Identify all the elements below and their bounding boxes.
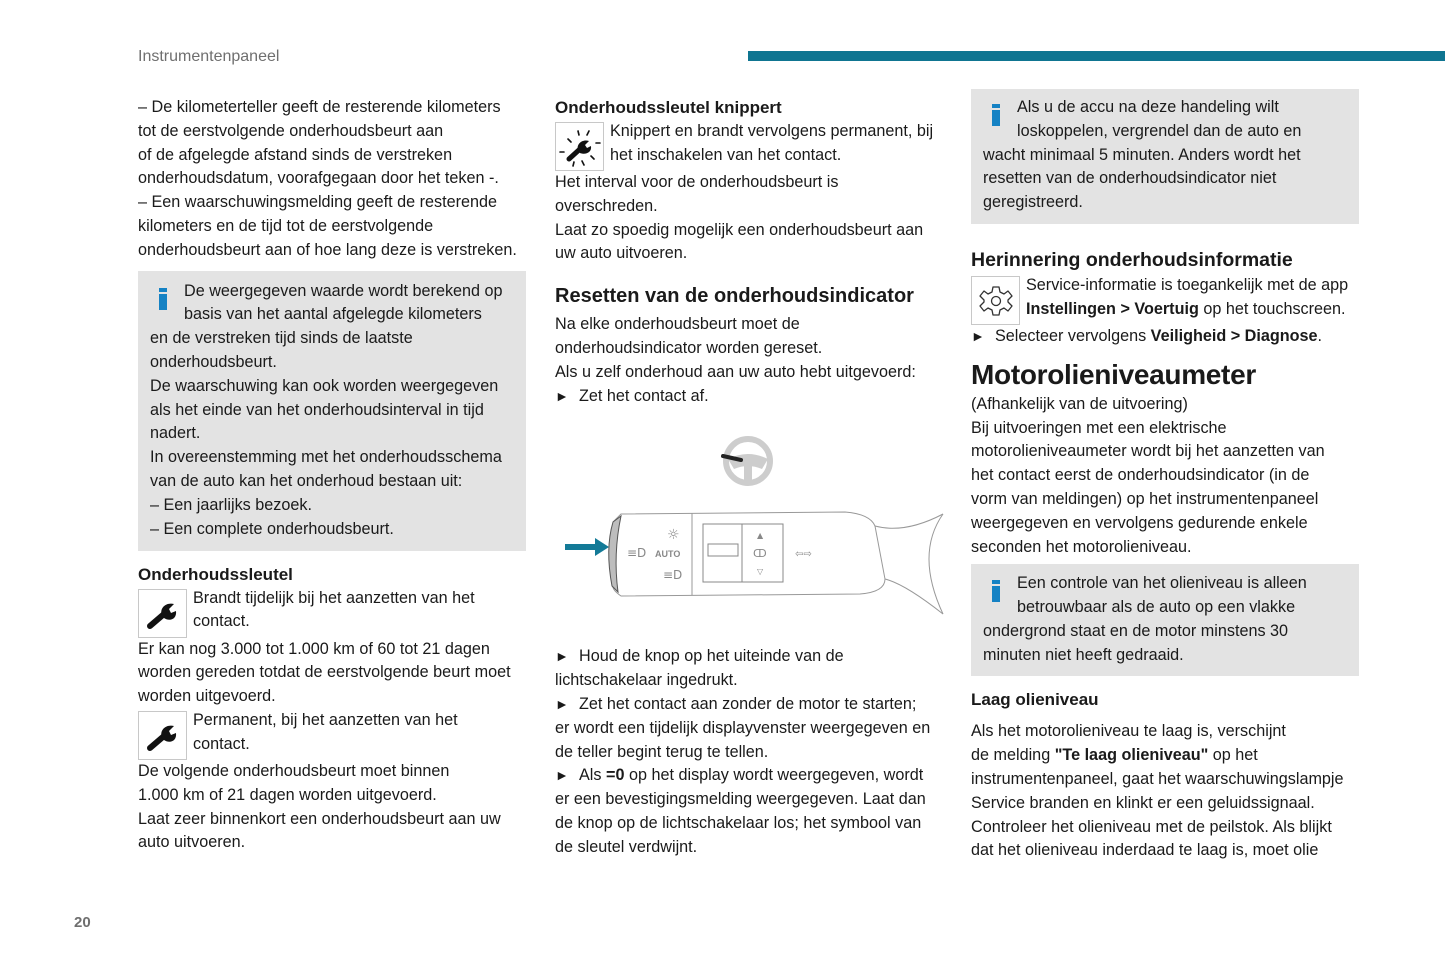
text-line: Controleer het olieniveau met de peilstok. Als blijkt: [971, 817, 1332, 836]
text-line: worden gereden totdat de eerstvolgende beurt moet: [138, 663, 511, 682]
svg-text:▽: ▽: [757, 567, 764, 577]
text-line: tot de eerstvolgende onderhoudsbeurt aan: [138, 121, 444, 140]
text-line: Als u de accu na deze handeling wilt: [1017, 98, 1279, 116]
text-line: onderhoudsdatum, voorafgegaan door het teken -.: [138, 169, 499, 188]
text-line: De volgende onderhoudsbeurt moet binnen: [138, 761, 450, 780]
text-line: de teller begint terug te tellen.: [555, 742, 769, 761]
step-3: ► Zet het contact aan zonder de motor te starten;: [555, 693, 945, 717]
arrow-icon: [565, 538, 609, 556]
info-icon: [159, 288, 167, 310]
text-line: onderhoudsbeurt aan of hoe lang deze is verstreken.: [138, 240, 517, 259]
text-line: Als het motorolieniveau te laag is, verschijnt: [971, 722, 1286, 741]
arrow-icon: ►: [555, 648, 569, 665]
text-line: als het einde van het onderhoudsinterval in tijd: [150, 400, 484, 419]
text-line: contact.: [193, 734, 250, 753]
text-line: De weergegeven waarde wordt berekend op: [184, 281, 503, 300]
text-line: onderhoudsbeurt.: [150, 352, 277, 371]
text-line: (Afhankelijk van de uitvoering): [971, 394, 1188, 413]
info-box: [971, 564, 1359, 676]
arrow-icon: ►: [555, 767, 569, 784]
text-line: Als u zelf onderhoud aan uw auto hebt uitgevoerd:: [555, 362, 916, 381]
column-1: [138, 96, 528, 855]
text-line: Bij uitvoeringen met een elektrische: [971, 418, 1227, 437]
header-accent-bar: [748, 51, 1445, 61]
text-line: Service branden en klinkt er een geluidssignaal.: [971, 793, 1315, 812]
text-line: Er kan nog 3.000 tot 1.000 km of 60 tot 21 dagen: [138, 639, 490, 658]
text-line: dat het olieniveau inderdaad te laag is, moet olie: [971, 841, 1319, 860]
info-icon: [992, 580, 1000, 602]
section-title-resetten: Resetten van de onderhoudsindicator: [555, 285, 914, 308]
main-title-motorolieniveaumeter: Motorolieniveaumeter: [971, 358, 1256, 390]
text-line: loskoppelen, vergrendel dan de auto en: [1017, 121, 1302, 140]
text-line: Instellingen > Voertuig op het touchscreen.: [1026, 299, 1346, 318]
text-line: Een controle van het olieniveau is alleen: [1017, 574, 1307, 593]
text-line: In overeenstemming met het onderhoudsschema: [150, 448, 502, 467]
text-line: worden uitgevoerd.: [138, 687, 276, 706]
text-line: van de auto kan het onderhoud bestaan uit:: [150, 471, 463, 490]
text-line: overschreden.: [555, 196, 658, 215]
wrench-icon: [138, 589, 187, 638]
arrow-icon: ►: [555, 387, 569, 404]
text-line: lichtschakelaar ingedrukt.: [555, 671, 738, 690]
section-title-knippert: Onderhoudssleutel knippert: [555, 98, 782, 117]
text-line: Het interval voor de onderhoudsbeurt is: [555, 173, 839, 191]
text-line: – De kilometerteller geeft de resterende kilometers: [138, 98, 501, 116]
text-line: resetten van de onderhoudsindicator niet: [983, 169, 1277, 188]
text-line: weergegeven en vervolgens gedurende enkele: [971, 513, 1308, 532]
text-line: instrumentenpaneel, gaat het waarschuwingslampje: [971, 769, 1344, 788]
step-4: ► Als =0 op het display wordt weergegeven, wordt: [555, 764, 945, 788]
text-line: 1.000 km of 21 dagen worden uitgevoerd.: [138, 785, 437, 804]
text-line: betrouwbaar als de auto op een vlakke: [1017, 598, 1296, 617]
text-line: De waarschuwing kan ook worden weergegeven: [150, 376, 499, 395]
icon-item: [971, 274, 1361, 325]
text-line: en de verstreken tijd sinds de laatste: [150, 329, 413, 348]
page-number: 20: [74, 914, 91, 931]
text-line: er een bevestigingsmelding weergegeven. Laat dan: [555, 790, 926, 809]
text-line: – Een waarschuwingsmelding geeft de resterende: [138, 193, 498, 212]
column-3: [971, 89, 1361, 863]
text-line: motorolieniveaumeter wordt bij het aanzetten van: [971, 442, 1325, 461]
icon-item: [138, 587, 528, 638]
text-line: of de afgelegde afstand sinds de verstreken: [138, 145, 453, 164]
icon-item: [138, 709, 528, 760]
section-title-laag-olieniveau: Laag olieniveau: [971, 690, 1099, 710]
text-line: basis van het aantal afgelegde kilometers: [184, 305, 482, 324]
section-title-onderhoudssleutel: Onderhoudssleutel: [138, 564, 293, 584]
text-line: contact.: [193, 612, 250, 631]
text-line: de knop op de lichtschakelaar los; het symbool van: [555, 813, 922, 832]
text-line: Laat zeer binnenkort een onderhoudsbeurt aan uw: [138, 809, 501, 828]
text-line: er wordt een tijdelijk displayvenster weergegeven en: [555, 718, 931, 737]
text-line: Brandt tijdelijk bij het aanzetten van het: [193, 588, 475, 607]
intro-paragraph: [138, 96, 528, 263]
text-line: Service-informatie is toegankelijk met de app: [1026, 276, 1349, 294]
step-1: ► Zet het contact af.: [555, 385, 945, 409]
text-line: de sleutel verdwijnt.: [555, 837, 698, 856]
text-line: het inschakelen van het contact.: [610, 145, 842, 164]
flashing-wrench-icon: [555, 122, 604, 171]
wrench-icon: [138, 711, 187, 760]
svg-text:☼: ☼: [667, 527, 680, 544]
text-line: minuten niet heeft gedraaid.: [983, 645, 1184, 664]
text-line: auto uitvoeren.: [138, 833, 246, 852]
text-line: Permanent, bij het aanzetten van het: [193, 710, 458, 729]
svg-text:▲: ▲: [757, 531, 764, 541]
column-2: [555, 96, 945, 860]
running-header: Instrumentenpaneel: [138, 48, 280, 65]
text-line: wacht minimaal 5 minuten. Anders wordt het: [983, 145, 1301, 164]
lighting-stalk-illustration: [555, 414, 945, 639]
text-line: geregistreerd.: [983, 193, 1083, 212]
text-line: – Een complete onderhoudsbeurt.: [150, 519, 394, 538]
info-box: [138, 271, 526, 551]
info-box: [971, 89, 1359, 224]
text-line: – Een jaarlijks bezoek.: [150, 495, 312, 514]
svg-text:≡D: ≡D: [663, 568, 683, 583]
arrow-icon: ►: [555, 695, 569, 712]
svg-text:≡D: ≡D: [627, 546, 647, 561]
icon-item: [555, 120, 945, 171]
gear-icon: [971, 276, 1020, 325]
arrow-icon: ►: [971, 328, 985, 344]
text-line: ondergrond staat en de motor minstens 30: [983, 621, 1289, 640]
text-line: het contact eerst de onderhoudsindicator (in de: [971, 466, 1310, 485]
section-title-herinnering: Herinnering onderhoudsinformatie: [971, 249, 1293, 271]
text-line: seconden het motorolieniveau.: [971, 537, 1192, 556]
step-2: ► Houd de knop op het uiteinde van de: [555, 645, 945, 669]
text-line: onderhoudsindicator worden gereset.: [555, 338, 823, 357]
text-line: nadert.: [150, 424, 201, 443]
text-line: uw auto uitvoeren.: [555, 244, 688, 263]
text-line: Na elke onderhoudsbeurt moet de: [555, 315, 800, 334]
text-line: vorm van meldingen) op het instrumentenpaneel: [971, 489, 1319, 508]
text-line: Laat zo spoedig mogelijk een onderhoudsbeurt aan: [555, 220, 924, 239]
step: ► Selecteer vervolgens Veiligheid > Diagnose.: [971, 325, 1361, 349]
info-icon: [992, 104, 1000, 126]
svg-text:AUTO: AUTO: [655, 549, 681, 560]
svg-text:⇦⇨: ⇦⇨: [795, 549, 812, 561]
text-line: de melding "Te laag olieniveau" op het: [971, 746, 1258, 765]
steering-wheel-icon: [726, 439, 770, 483]
text-line: Knippert en brandt vervolgens permanent, bij: [610, 122, 934, 140]
text-line: kilometers en de tijd tot de eerstvolgende: [138, 216, 434, 235]
svg-text:ↀ: ↀ: [753, 547, 767, 561]
